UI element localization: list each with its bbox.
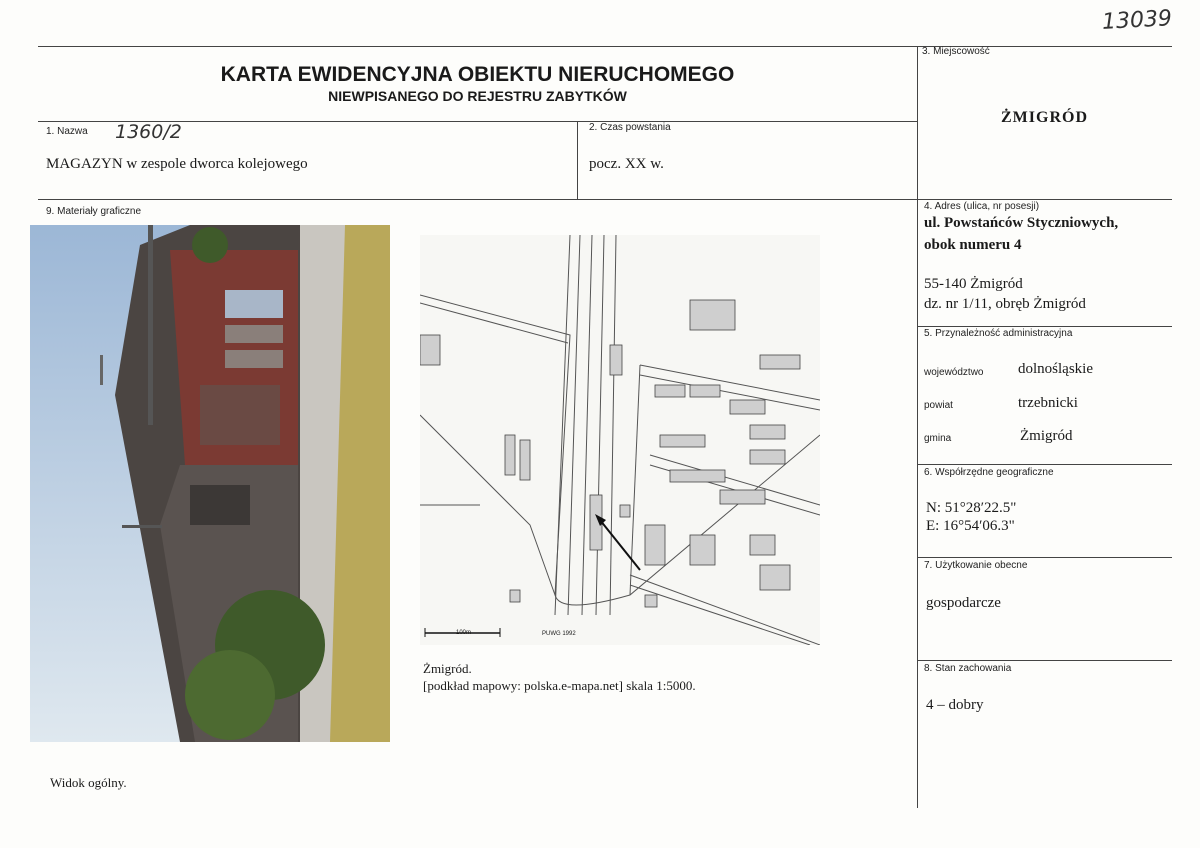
page-title: KARTA EWIDENCYJNA OBIEKTU NIERUCHOMEGO xyxy=(220,63,735,86)
map-image xyxy=(420,235,820,645)
admin-divider xyxy=(917,464,1172,465)
adres-label: 4. Adres (ulica, nr posesji) xyxy=(924,201,1040,212)
gmina-value: Żmigród xyxy=(1020,428,1073,444)
wojewodztwo-label: województwo xyxy=(924,367,984,378)
coords-divider xyxy=(917,557,1172,558)
nazwa-value: MAGAZYN w zespole dworca kolejowego xyxy=(46,156,308,172)
wojewodztwo-value: dolnośląskie xyxy=(1018,361,1093,377)
przynaleznosc-label: 5. Przynależność administracyjna xyxy=(924,328,1073,339)
stamp-number: 13039 xyxy=(1101,6,1173,35)
czas-label: 2. Czas powstania xyxy=(589,122,671,133)
usage-divider xyxy=(917,660,1172,661)
uzytkowanie-value: gospodarcze xyxy=(926,595,1001,611)
wspolrzedne-label: 6. Współrzędne geograficzne xyxy=(924,467,1054,478)
materialy-label: 9. Materiały graficzne xyxy=(46,206,142,217)
map-source-label: PUWG 1992 xyxy=(542,631,576,637)
adres-number: obok numeru 4 xyxy=(924,237,1022,253)
stan-label: 8. Stan zachowania xyxy=(924,663,1012,674)
location-map xyxy=(420,235,820,645)
photo-caption: Widok ogólny. xyxy=(50,775,127,790)
name-date-divider xyxy=(577,121,578,199)
nazwa-label: 1. Nazwa xyxy=(46,126,88,137)
adres-postal: 55-140 Żmigród xyxy=(924,276,1023,292)
miejscowosc-label: 3. Miejscowość xyxy=(922,46,990,57)
right-column-divider xyxy=(917,46,918,808)
top-border xyxy=(38,46,1172,47)
photo-general-view xyxy=(30,225,390,742)
wspolrzedne-n: N: 51°28′22.5" xyxy=(926,500,1017,516)
map-caption-source: [podkład mapowy: polska.e-mapa.net] skala 1:5000. xyxy=(423,678,696,693)
uzytkowanie-label: 7. Użytkowanie obecne xyxy=(924,560,1028,571)
czas-value: pocz. XX w. xyxy=(589,156,664,172)
gmina-label: gmina xyxy=(924,433,952,444)
adres-street: ul. Powstańców Styczniowych, xyxy=(924,215,1119,231)
page-subtitle: NIEWPISANEGO DO REJESTRU ZABYTKÓW xyxy=(328,88,627,104)
powiat-label: powiat xyxy=(924,400,953,411)
wspolrzedne-e: E: 16°54′06.3" xyxy=(926,518,1015,534)
address-divider xyxy=(917,326,1172,327)
map-scale-label: 100m xyxy=(456,630,472,636)
powiat-value: trzebnicki xyxy=(1018,395,1078,411)
map-caption-place: Żmigród. xyxy=(423,661,472,676)
nazwa-handwritten: 1360/2 xyxy=(115,121,182,143)
row2-divider xyxy=(38,199,1172,200)
stan-value: 4 – dobry xyxy=(926,697,984,713)
adres-parcel: dz. nr 1/11, obręb Żmigród xyxy=(924,296,1086,312)
photo-image xyxy=(30,225,390,742)
miejscowosc-value: ŻMIGRÓD xyxy=(1001,109,1088,126)
